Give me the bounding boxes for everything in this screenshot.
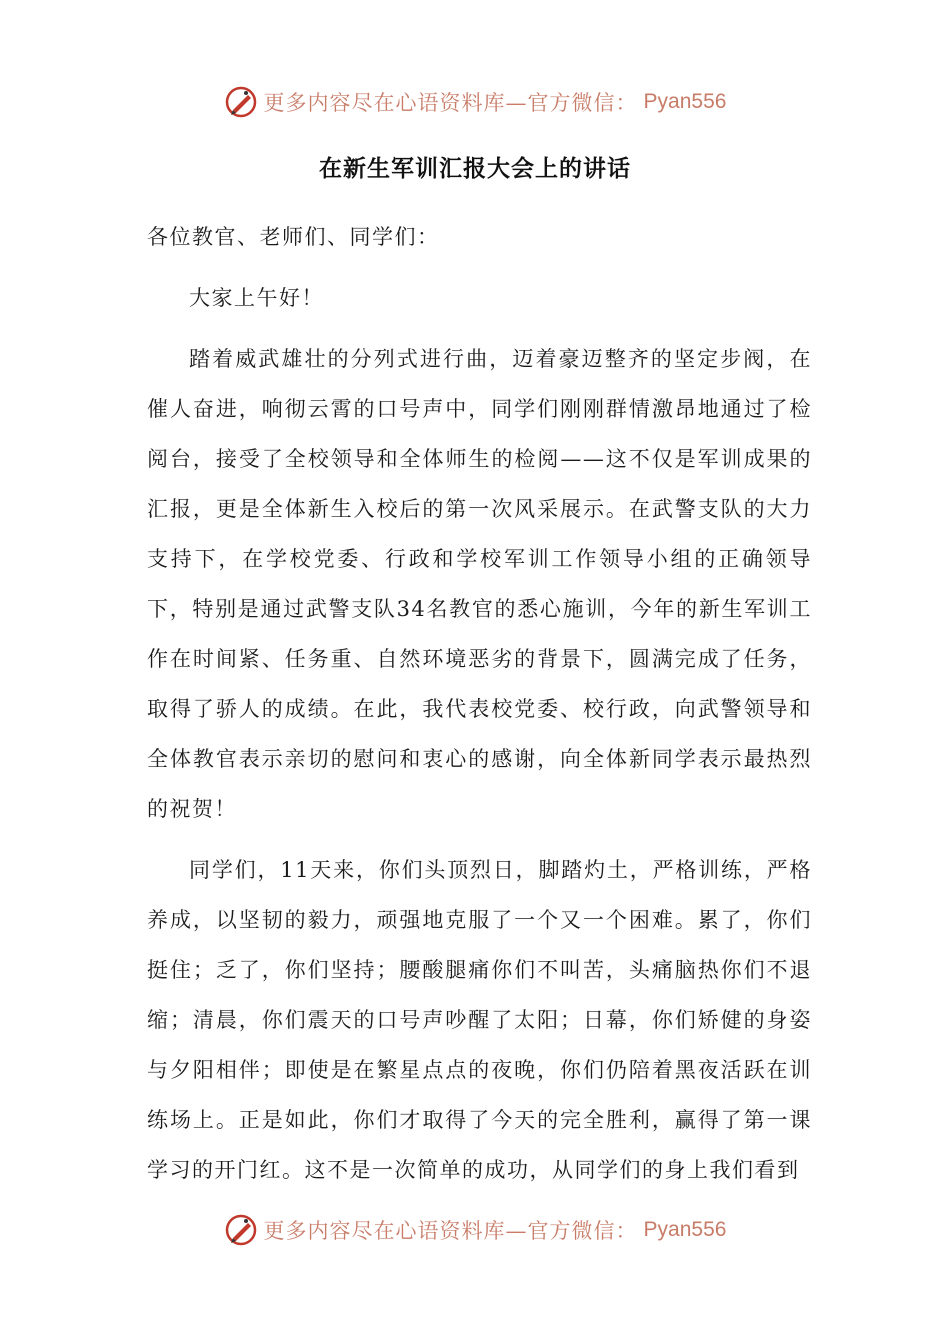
- header-watermark: [0, 82, 950, 122]
- watermark-wechat-id: Pyan556: [643, 1218, 727, 1241]
- watermark-text: 更多内容尽在心语资料库—官方微信：: [263, 1219, 638, 1243]
- paragraph: 同学们，11天来，你们头顶烈日，脚踏灼土，严格训练，严格养成，以坚韧的毅力，顽强地克服了一个又一个困难。累了，你们挺住；乏了，你们坚持；腰酸腿痛你们不叫苦，头痛脑热你们不退缩；清晨，你们震天的口号声吵醒了太阳；日幕，你们矫健的身姿与夕阳相伴；即使是在繁星点点的夜晚，你们仍陪着黑夜活跃在训练场上。正是如此，你们才取得了今天的完全胜利，赢得了第一课学习的开门红。这不是一次简单的成功，从同学们的身上我们看到: [147, 858, 812, 1182]
- paragraph: 踏着威武雄壮的分列式进行曲，迈着豪迈整齐的坚定步阀，在催人奋进，响彻云霄的口号声中，同学们刚刚群情激昂地通过了检阅台，接受了全校领导和全体师生的检阅——这不仅是军训成果的汇报，更是全体新生入校后的第一次风采展示。在武警支队的大力支持下，在学校党委、行政和学校军训工作领导小组的正确领导下，特别是通过武警支队34名教官的悉心施训，今年的新生军训工作在时间紧、任务重、自然环境恶劣的背景下，圆满完成了任务，取得了骄人的成绩。在此，我代表校党委、校行政，向武警领导和全体教官表示亲切的慰问和衷心的感谢，向全体新同学表示最热烈的祝贺！: [147, 347, 812, 821]
- salutation: 各位教官、老师们、同学们：: [147, 225, 440, 249]
- document-body: [147, 212, 812, 1206]
- greeting: 大家上午好！: [189, 286, 324, 310]
- watermark-text: 更多内容尽在心语资料库—官方微信：: [263, 91, 638, 115]
- page-title: 在新生军训汇报大会上的讲话: [319, 156, 631, 182]
- footer-watermark: [0, 1210, 950, 1250]
- pen-logo-icon: [224, 1213, 258, 1247]
- watermark-wechat-id: Pyan556: [643, 90, 727, 113]
- pen-logo-icon: [224, 85, 258, 119]
